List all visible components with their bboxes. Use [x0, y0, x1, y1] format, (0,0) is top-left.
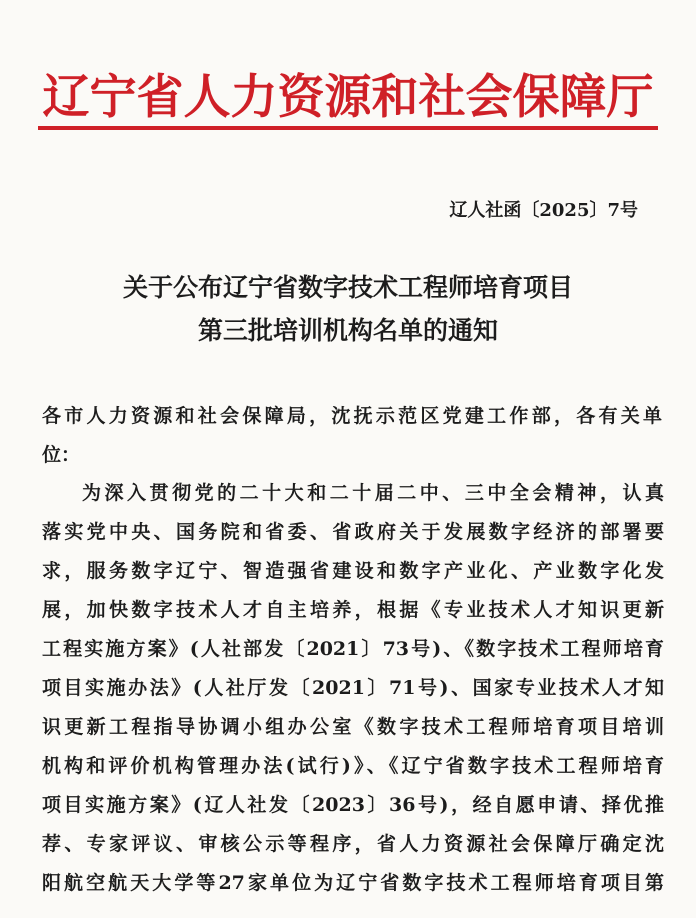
document-number: 辽人社函〔2025〕7号 — [449, 200, 638, 221]
body-line: 工程实施方案》(人社部发〔2021〕73号)、《数字技术工程师培育 — [42, 638, 664, 660]
document-title-line-1: 关于公布辽宁省数字技术工程师培育项目 — [122, 273, 573, 302]
agency-letterhead: 辽宁省人力资源和社会保障厅 — [42, 70, 654, 125]
body-line: 识更新工程指导协调小组办公室《数字技术工程师培育项目培训 — [42, 716, 664, 738]
letterhead-divider — [38, 126, 658, 130]
body-line: 荐、专家评议、审核公示等程序，省人力资源社会保障厅确定沈 — [42, 833, 664, 855]
body-line: 落实党中央、国务院和省委、省政府关于发展数字经济的部署要 — [42, 521, 664, 543]
body-line: 求，服务数字辽宁、智造强省建设和数字产业化、产业数字化发 — [42, 560, 664, 582]
body-line: 为深入贯彻党的二十大和二十届二中、三中全会精神，认真 — [82, 482, 664, 504]
addressee-line: 各市人力资源和社会保障局，沈抚示范区党建工作部，各有关单 — [42, 405, 662, 427]
body-line: 阳航空航天大学等27家单位为辽宁省数字技术工程师培育项目第 — [42, 872, 664, 894]
body-line: 机构和评价机构管理办法(试行)》、《辽宁省数字技术工程师培育 — [42, 755, 664, 777]
document-body — [42, 474, 664, 903]
body-line: 项目实施方案》(辽人社发〔2023〕36号)，经自愿申请、择优推 — [42, 794, 664, 816]
addressee-line: 位： — [42, 444, 81, 466]
body-line: 展，加快数字技术人才自主培养，根据《专业技术人才知识更新 — [42, 599, 664, 621]
body-line: 项目实施办法》(人社厅发〔2021〕71号)、国家专业技术人才知 — [42, 677, 664, 699]
addressee — [42, 397, 662, 475]
document-title-line-2: 第三批培训机构名单的通知 — [197, 316, 498, 345]
